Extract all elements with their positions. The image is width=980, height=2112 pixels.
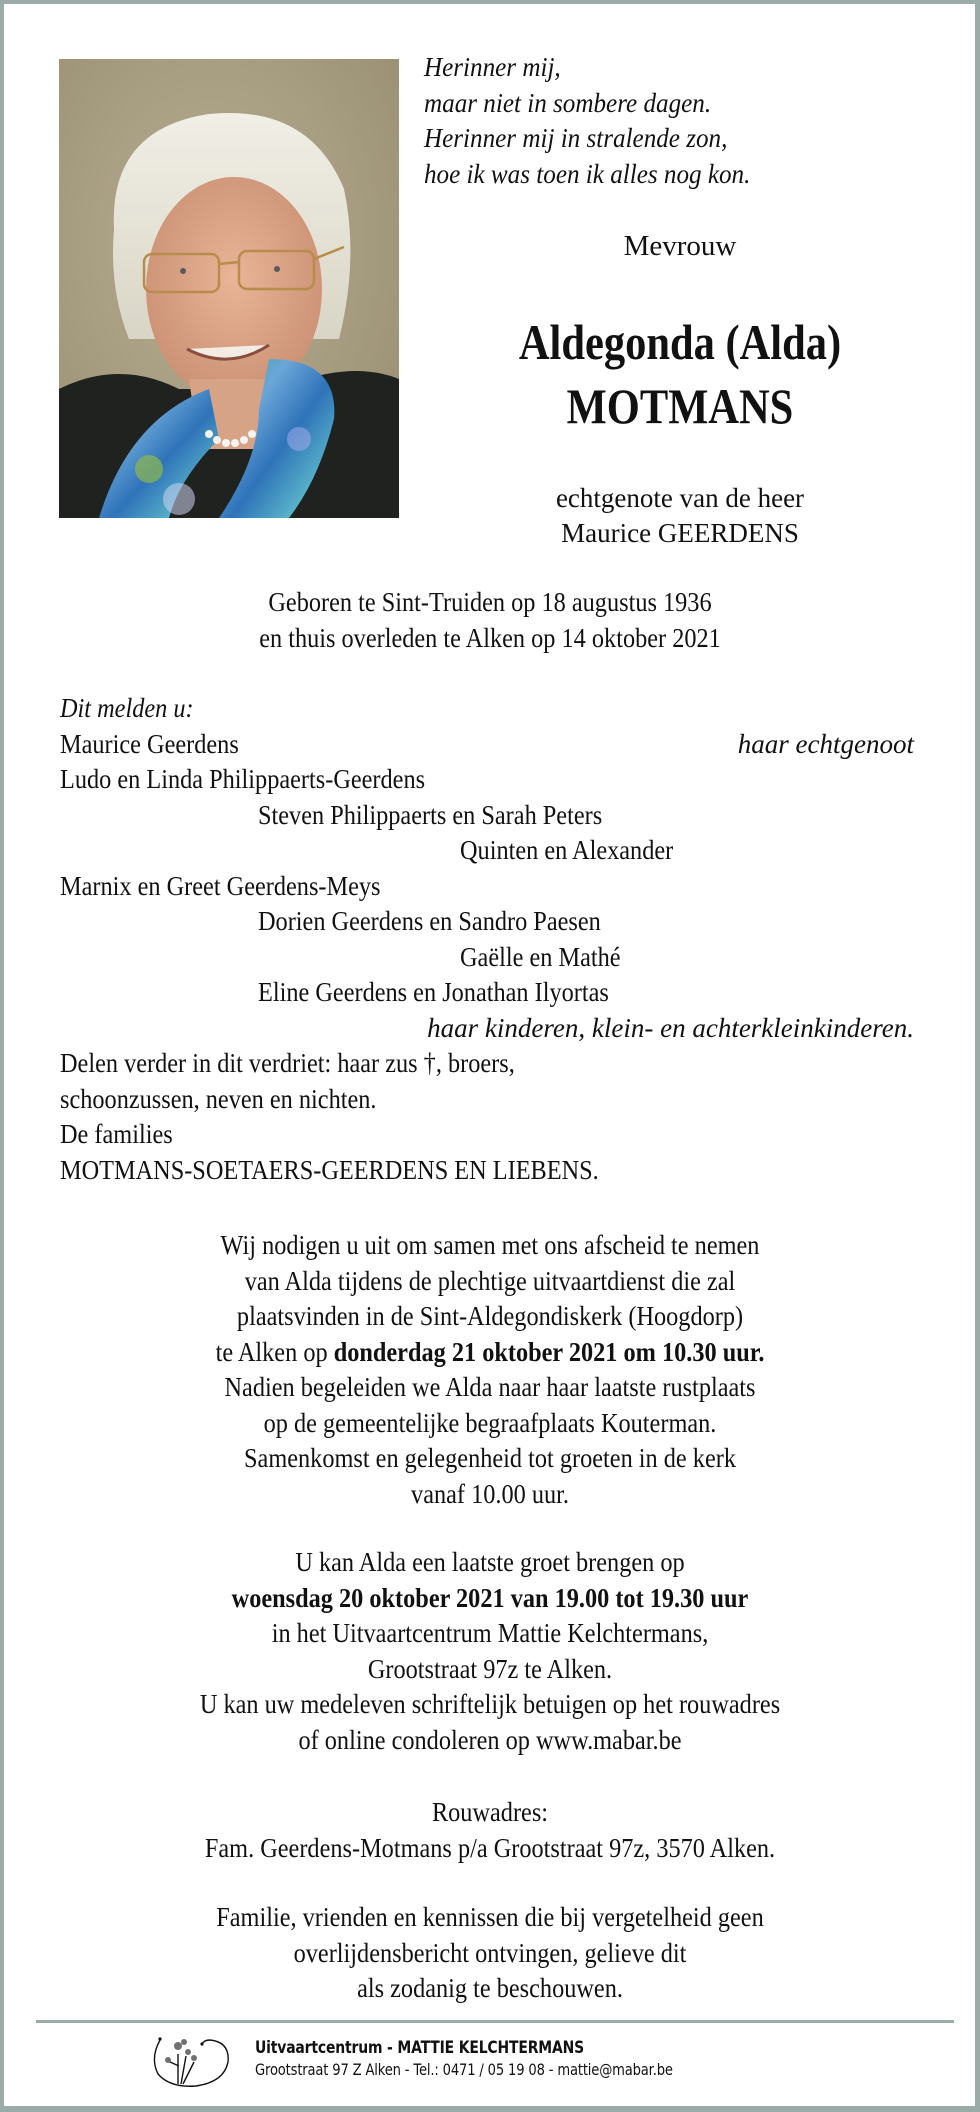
visitation-date-text: woensdag 20 oktober 2021 van 19.00 tot 19.30 uur xyxy=(231,1582,749,1613)
poem-line: Herinner mij in stralende zon, xyxy=(424,123,728,153)
portrait-photo xyxy=(59,59,399,518)
funeral-info xyxy=(60,1228,920,1512)
address-value: Fam. Geerdens-Motmans p/a Grootstraat 97z, 3570 Alken. xyxy=(204,1832,776,1863)
others-line: Delen verder in dit verdriet: haar zus †, broers, xyxy=(60,1048,515,1078)
funeral-line: vanaf 10.00 uur. xyxy=(411,1478,569,1509)
visitation-line: Grootstraat 97z te Alken. xyxy=(367,1653,613,1684)
funeral-line: plaatsvinden in de Sint-Aldegondiskerk (Hoogdorp) xyxy=(236,1301,744,1331)
children-role: haar kinderen, klein- en achterkleinkinderen. xyxy=(427,1012,914,1043)
salutation: Mevrouw xyxy=(623,230,737,262)
funeral-line: Nadien begeleiden we Alda naar haar laatste rustplaats xyxy=(224,1372,756,1402)
funeral-line: van Alda tijdens de plechtige uitvaartdienst die zal xyxy=(244,1265,736,1296)
poem-line: maar niet in sombere dagen. xyxy=(424,87,712,118)
spouse-announcer: Maurice Geerdens xyxy=(60,728,239,759)
address-label: Rouwadres: xyxy=(431,1797,549,1827)
funeral-date-prefix: te Alken op xyxy=(215,1336,334,1367)
poem-line: hoe ik was toen ik alles nog kon. xyxy=(424,158,751,189)
family-line: Steven Philippaerts en Sarah Peters xyxy=(258,799,603,830)
life-dates xyxy=(60,585,920,656)
deceased-first-name: Aldegonda (Alda) xyxy=(518,314,842,370)
announcers xyxy=(60,691,920,1188)
closing-line: overlijdensbericht ontvingen, gelieve dit xyxy=(293,1937,687,1968)
funeral-line: Wij nodigen u uit om samen met ons afscheid te nemen xyxy=(220,1230,760,1260)
family-line: Eline Geerdens en Jonathan Ilyortas xyxy=(258,977,609,1007)
company-contact: Grootstraat 97 Z Alken - Tel.: 0471 / 05 19 08 - mattie@mabar.be xyxy=(255,2060,673,2079)
visitation-info xyxy=(60,1545,920,1758)
family-line: Quinten en Alexander xyxy=(460,835,674,865)
family-line: Dorien Geerdens en Sandro Paesen xyxy=(258,906,601,936)
deceased-name xyxy=(440,310,920,438)
spouse-relation: echtgenote van de heer xyxy=(555,483,805,513)
funeral-line: Samenkomst en gelegenheid tot groeten in de kerk xyxy=(244,1443,736,1473)
visitation-line: in het Uitvaartcentrum Mattie Kelchtermans, xyxy=(271,1618,709,1648)
family-line: Gaëlle en Mathé xyxy=(460,941,621,972)
family-line: Ludo en Linda Philippaerts-Geerdens xyxy=(60,764,426,794)
announcers-intro: Dit melden u: xyxy=(60,693,194,723)
closing-note xyxy=(60,1900,920,2007)
funeral-date-line xyxy=(103,1335,877,1371)
others-line: schoonzussen, neven en nichten. xyxy=(60,1083,377,1114)
families-label: De families xyxy=(60,1119,173,1149)
poem xyxy=(424,50,775,192)
family-line: Marnix en Greet Geerdens-Meys xyxy=(60,870,381,901)
spouse-info xyxy=(440,481,920,551)
footer-company-info xyxy=(255,2037,765,2081)
company-name: Uitvaartcentrum - MATTIE KELCHTERMANS xyxy=(255,2038,584,2058)
families-names: MOTMANS-SOETAERS-GEERDENS EN LIEBENS. xyxy=(60,1154,599,1185)
mourning-address xyxy=(60,1795,920,1866)
closing-line: als zodanig te beschouwen. xyxy=(357,1973,623,2003)
condolence-line: of online condoleren op www.mabar.be xyxy=(298,1724,682,1755)
visitation-date xyxy=(103,1581,877,1617)
spouse-name: Maurice GEERDENS xyxy=(561,518,799,548)
deceased-last-name: MOTMANS xyxy=(566,378,794,434)
death-line: en thuis overleden te Alken op 14 oktober 2021 xyxy=(259,622,721,653)
visitation-line: U kan uw medeleven schriftelijk betuigen op het rouwadres xyxy=(199,1689,781,1719)
funeral-date: donderdag 21 oktober 2021 om 10.30 uur. xyxy=(333,1336,765,1367)
birth-line: Geboren te Sint-Truiden op 18 augustus 1936 xyxy=(268,587,712,617)
poem-line: Herinner mij, xyxy=(424,52,561,82)
closing-line: Familie, vrienden en kennissen die bij vergetelheid geen xyxy=(216,1902,764,1932)
flower-circle-logo-icon xyxy=(148,2026,234,2088)
spouse-role: haar echtgenoot xyxy=(737,728,914,759)
footer-divider xyxy=(36,2020,954,2023)
visitation-line: U kan Alda een laatste groet brengen op xyxy=(295,1547,685,1577)
funeral-line: op de gemeentelijke begraafplaats Kouterman. xyxy=(263,1407,717,1438)
